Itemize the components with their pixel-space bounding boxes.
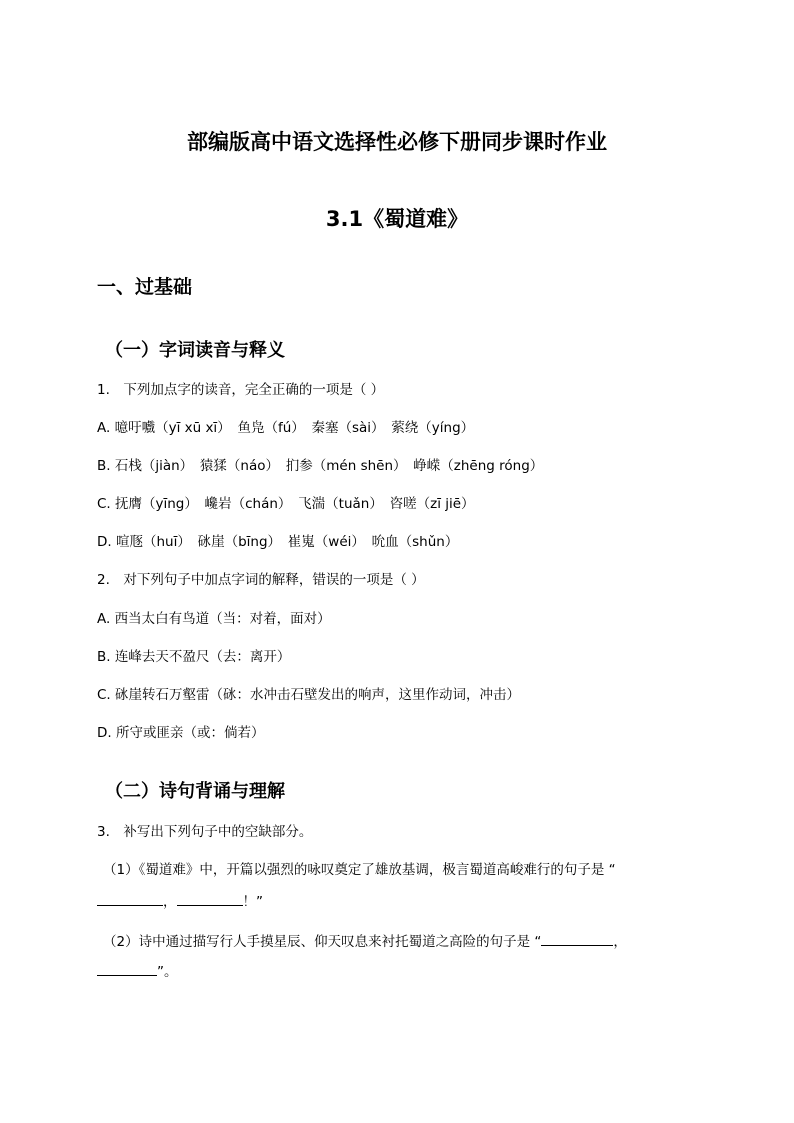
answer-blank[interactable] (541, 931, 613, 946)
question-3-sub2-prompt (103, 931, 627, 951)
answer-blank[interactable] (177, 891, 243, 906)
question-3-sub1-prompt: （1）《蜀道难》中，开篇以强烈的咏叹奠定了雄放基调，极言蜀道高峻难行的句子是 “ (103, 862, 616, 878)
part-heading-pronunciation: （一）字词读音与释义 (105, 340, 285, 361)
document-title: 部编版高中语文选择性必修下册同步课时作业 (187, 130, 607, 154)
question-1-option-a: A. 噫吁嚱（yī xū xī） 鱼凫（fú） 秦塞（sài） 萦绕（yíng） (97, 420, 475, 436)
line-end: ！” (242, 894, 263, 910)
question-3-stem: 3. 补写出下列句子中的空缺部分。 (97, 824, 313, 840)
question-2-option-a: A. 西当太白有鸟道（当：对着，面对） (97, 611, 331, 627)
separator: ， (163, 894, 177, 910)
question-1-stem: 1. 下列加点字的读音，完全正确的一项是（ ） (97, 382, 385, 398)
answer-blank[interactable] (97, 961, 157, 976)
section-heading-basics: 一、过基础 (97, 276, 193, 298)
part-heading-recitation: （二）诗句背诵与理解 (105, 781, 285, 802)
answer-blank[interactable] (97, 891, 163, 906)
sub2-prompt-text: （2）诗中通过描写行人手摸星辰、仰天叹息来衬托蜀道之高险的句子是 “ (103, 934, 542, 950)
question-1-option-c: C. 抚膺（yīng） 巉岩（chán） 飞湍（tuǎn） 咨嗟（zī jiē） (97, 496, 475, 512)
question-3-sub1-answer-line (97, 891, 263, 911)
question-1-option-b: B. 石栈（jiàn） 猿猱（náo） 扪参（mén shēn） 峥嵘（zhēng róng） (97, 458, 544, 474)
question-1-option-d: D. 喧豗（huī） 砯崖（bīng） 崔嵬（wéi） 吮血（shǔn） (97, 534, 459, 550)
separator: ， (613, 934, 627, 950)
line-end: ”。 (157, 964, 178, 980)
question-2-option-b: B. 连峰去天不盈尺（去：离开） (97, 649, 291, 665)
question-2-stem: 2. 对下列句子中加点字词的解释，错误的一项是（ ） (97, 572, 425, 588)
question-2-option-c: C. 砯崖转石万壑雷（砯：水冲击石壁发出的响声，这里作动词，冲击） (97, 687, 521, 703)
question-2-option-d: D. 所守或匪亲（或：倘若） (97, 725, 265, 741)
document-subtitle: 3.1《蜀道难》 (325, 207, 469, 231)
question-3-sub2-answer-line (97, 961, 178, 981)
